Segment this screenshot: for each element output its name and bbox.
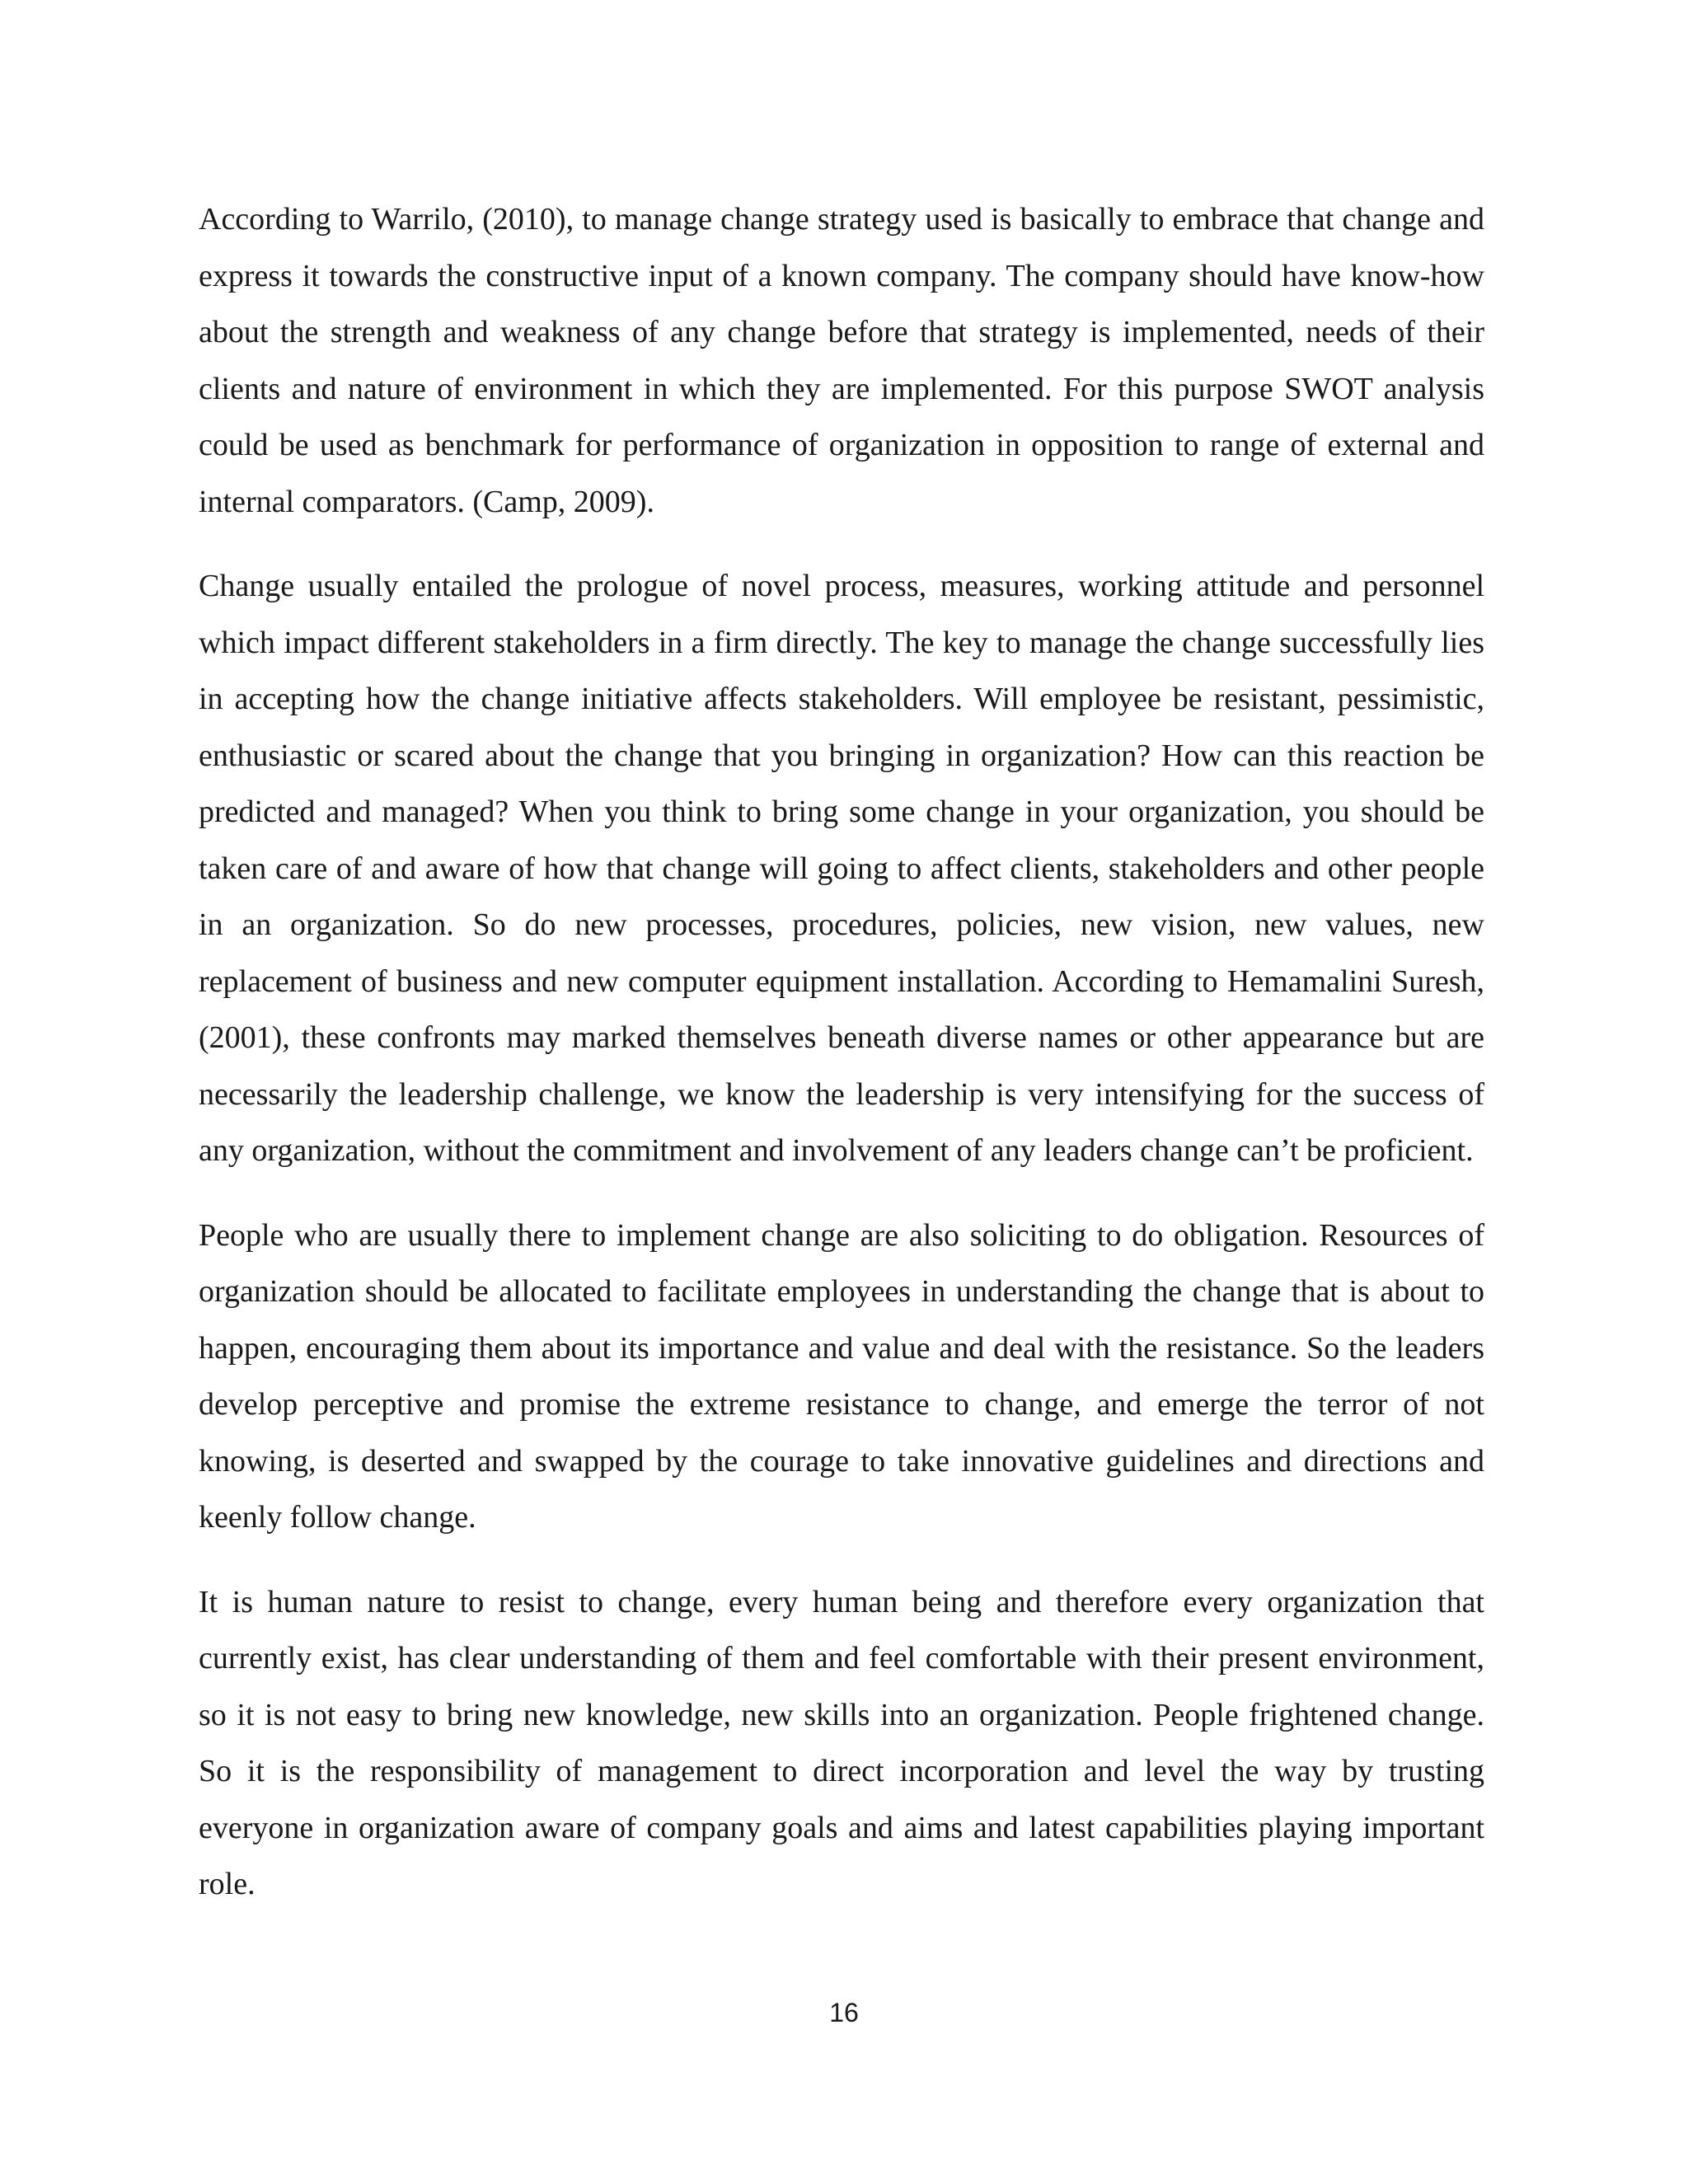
page-number: 16 bbox=[829, 1998, 859, 2027]
paragraph-1: According to Warrilo, (2010), to manage change strategy used is basically to embrace that change and express it towards the constructive input of a known company. The company should have know-how about the strength and weakness of any change before that strategy is implemented, needs of their clients and nature of environment in which they are implemented. For this purpose SWOT analysis could be used as benchmark for performance of organization in opposition to range of external and internal comparators. (Camp, 2009). bbox=[199, 202, 1484, 519]
paragraph-2: Change usually entailed the prologue of novel process, measures, working attitude and personnel which impact different stakeholders in a firm directly. The key to manage the change successfully lies in accepting how the change initiative affects stakeholders. Will employee be resistant, pessimistic, enthusiastic or scared about the change that you bringing in organization? How can this reaction be predicted and managed? When you think to bring some change in your organization, you should be taken care of and aware of how that change will going to affect clients, stakeholders and other people in an organization. So do new processes, procedures, policies, new vision, new values, new replacement of business and new computer equipment installation. According to Hemamalini Suresh,(2001), these confronts may marked themselves beneath diverse names or other appearance but are necessarily the leadership challenge, we know the leadership is very intensifying for the success of any organization, without the commitment and involvement of any leaders change can’t be proficient. bbox=[199, 569, 1484, 1168]
body-text bbox=[199, 191, 1484, 1941]
paragraph-3: People who are usually there to implement change are also soliciting to do obligation. Resources of organization should be allocated to facilitate employees in understanding the change that is about to happen, encouraging them about its importance and value and deal with the resistance. So the leaders develop perceptive and promise the extreme resistance to change, and emerge the terror of not knowing, is deserted and swapped by the courage to take innovative guidelines and directions and keenly follow change. bbox=[199, 1217, 1484, 1535]
paragraph-4: It is human nature to resist to change, every human being and therefore every organization that currently exist, has clear understanding of them and feel comfortable with their present environment, so it is not easy to bring new knowledge, new skills into an organization. People frightened change. So it is the responsibility of management to direct incorporation and level the way by trusting everyone in organization aware of company goals and aims and latest capabilities playing important role. bbox=[199, 1584, 1484, 1901]
